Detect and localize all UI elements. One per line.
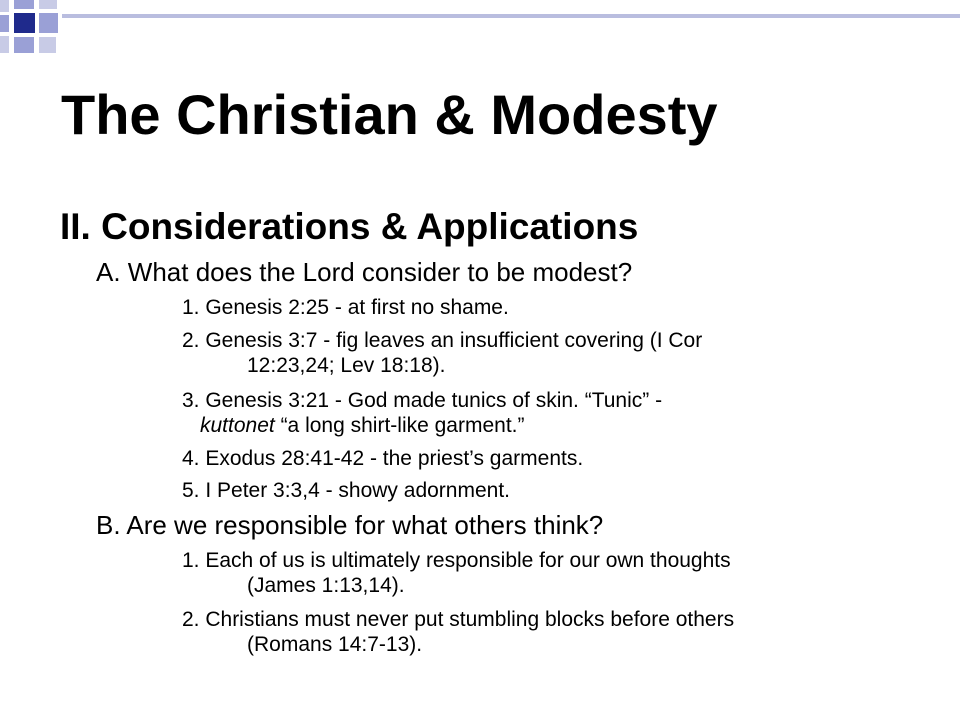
list-item-line: 2. Genesis 3:7 - fig leaves an insufficient covering (I Cor [182,329,703,352]
list-item-continuation: (James 1:13,14). [247,574,405,597]
list-item-line: 1. Each of us is ultimately responsible for our own thoughts [182,549,731,572]
decor-square [14,13,35,33]
term-definition: “a long shirt-like garment.” [274,414,525,437]
subheading-a: A. What does the Lord consider to be modest? [96,257,633,287]
header-rule [62,14,960,18]
decor-square [14,37,34,53]
decor-square [0,36,9,53]
list-item-line: 2. Christians must never put stumbling blocks before others [182,608,735,631]
list-item-continuation: (Romans 14:7-13). [247,633,423,656]
section-heading: II. Considerations & Applications [60,206,639,247]
list-item: 4. Exodus 28:41-42 - the priest’s garments. [182,447,584,470]
hebrew-term: kuttonet [200,414,275,437]
list-item: 1. Genesis 2:25 - at first no shame. [182,296,509,319]
decor-square [39,0,57,9]
decor-square [14,0,34,9]
list-item-continuation [182,413,662,438]
list-item [182,328,702,378]
subheading-b: B. Are we responsible for what others think? [96,510,604,540]
decor-square [0,0,9,12]
decor-square [0,15,9,32]
slide-title: The Christian & Modesty [61,83,718,146]
list-item [182,548,731,598]
list-item-line: 3. Genesis 3:21 - God made tunics of skin. “Tunic” - [182,389,663,412]
decor-square [39,13,58,33]
list-item [182,607,734,657]
list-item [182,388,662,438]
list-item-continuation: 12:23,24; Lev 18:18). [247,354,446,377]
decor-square [39,37,56,53]
list-item: 5. I Peter 3:3,4 - showy adornment. [182,479,511,502]
